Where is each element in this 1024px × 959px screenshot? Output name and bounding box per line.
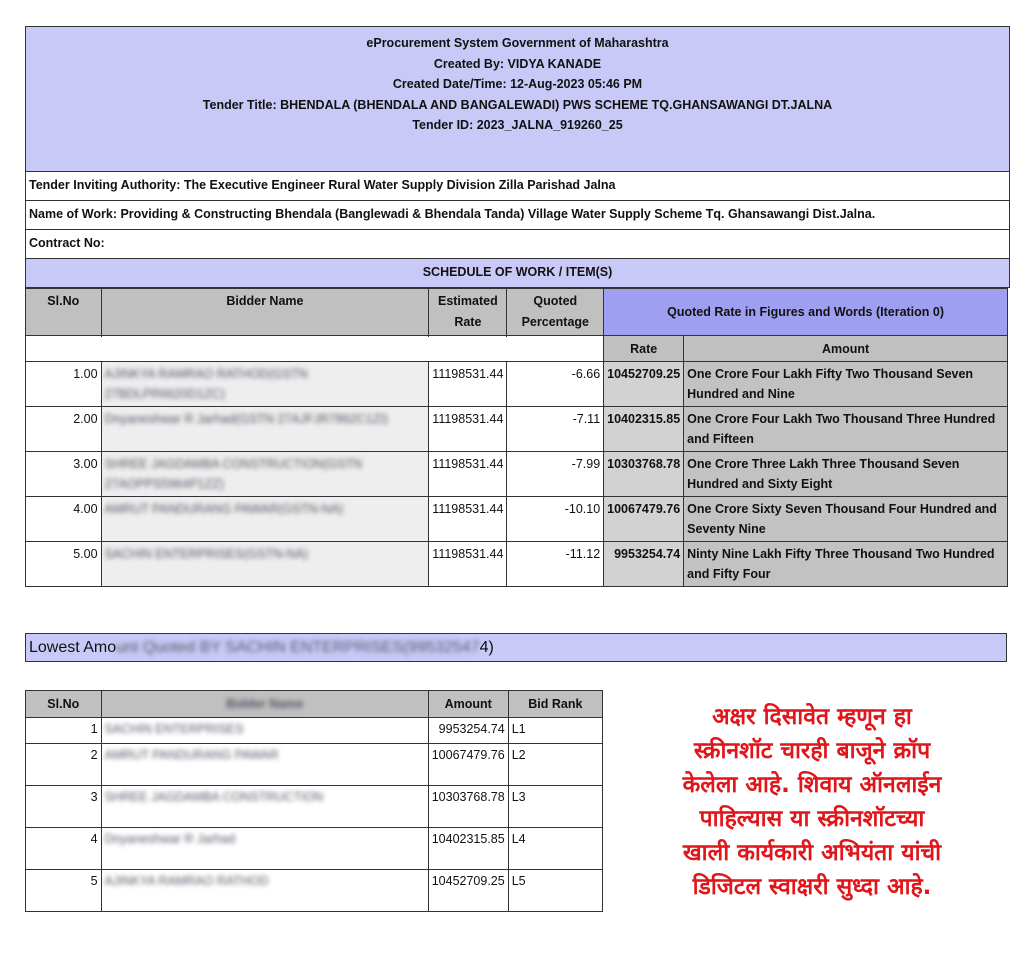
lowest-amount-bar bbox=[25, 633, 1007, 662]
rank-bidder-name-text: Dnyaneshwar R Jarhad bbox=[104, 832, 236, 846]
bid-sl-no: 1.00 bbox=[26, 362, 102, 407]
rank-row bbox=[26, 718, 603, 744]
bid-row bbox=[26, 407, 1008, 452]
col-rate: Rate bbox=[604, 336, 684, 362]
bid-bidder-name bbox=[101, 407, 429, 452]
bid-bidder-name-text: SHREE JAGDAMBA CONSTRUCTION(GSTN 27AOPPS5964P1ZZ) bbox=[104, 457, 363, 491]
bid-amount-words: One Crore Four Lakh Two Thousand Three Hundred and Fifteen bbox=[684, 407, 1008, 452]
bid-row bbox=[26, 497, 1008, 542]
rank-bid-rank: L2 bbox=[508, 744, 602, 786]
note-line: डिजिटल स्वाक्षरी सुध्दा आहे. bbox=[692, 874, 932, 900]
bid-amount-words: One Crore Four Lakh Fifty Two Thousand Seven Hundred and Nine bbox=[684, 362, 1008, 407]
bid-sl-no: 2.00 bbox=[26, 407, 102, 452]
col-amount: Amount bbox=[684, 336, 1008, 362]
bid-estimated-rate: 11198531.44 bbox=[429, 542, 507, 587]
rank-bidder-name-text: AMRUT PANDURANG PAWAR bbox=[104, 748, 279, 762]
contract-no: Contract No: bbox=[25, 230, 1010, 259]
rank-bidder-name-text: AJINKYA RAMRAO RATHOD bbox=[104, 874, 269, 888]
note-line: स्क्रीनशॉट चारही बाजूने क्रॉप bbox=[693, 738, 931, 764]
note-line: खाली कार्यकारी अभियंता यांची bbox=[682, 840, 942, 866]
rank-bid-rank: L5 bbox=[508, 870, 602, 912]
bid-row bbox=[26, 542, 1008, 587]
bid-sl-no: 5.00 bbox=[26, 542, 102, 587]
rank-col-amount: Amount bbox=[428, 691, 508, 718]
rank-bidder-name bbox=[101, 744, 428, 786]
rank-bidder-name-text: SACHIN ENTERPRISES bbox=[104, 722, 244, 736]
name-of-work: Name of Work: Providing & Constructing Bhendala (Banglewadi & Bhendala Tanda) Village Water Supply Scheme Tq. Ghansawangi Dist.Jalna. bbox=[25, 201, 1010, 230]
bid-sl-no: 4.00 bbox=[26, 497, 102, 542]
bid-quoted-percentage: -11.12 bbox=[507, 542, 604, 587]
rank-bidder-name bbox=[101, 786, 428, 828]
col-quoted-rate-title: Quoted Rate in Figures and Words (Iteration 0) bbox=[604, 289, 1008, 336]
bid-bidder-name bbox=[101, 497, 429, 542]
rank-row bbox=[26, 828, 603, 870]
system-title: eProcurement System Government of Maharashtra bbox=[366, 36, 669, 50]
bid-rate: 10067479.76 bbox=[604, 497, 684, 542]
bid-estimated-rate: 11198531.44 bbox=[429, 452, 507, 497]
rank-bidder-name-text: SHREE JAGDAMBA CONSTRUCTION bbox=[104, 790, 324, 804]
header-spacer bbox=[26, 336, 604, 362]
bid-rate: 9953254.74 bbox=[604, 542, 684, 587]
rank-sl-no: 2 bbox=[26, 744, 102, 786]
created-datetime: Created Date/Time: 12-Aug-2023 05:46 PM bbox=[392, 77, 643, 91]
rank-bid-rank: L3 bbox=[508, 786, 602, 828]
bid-row bbox=[26, 452, 1008, 497]
rank-col-bidder-label: Bidder Name bbox=[226, 697, 304, 711]
rank-bidder-name bbox=[101, 828, 428, 870]
bid-amount-words: One Crore Three Lakh Three Thousand Seven Hundred and Sixty Eight bbox=[684, 452, 1008, 497]
rank-amount: 10402315.85 bbox=[428, 828, 508, 870]
rank-amount: 10303768.78 bbox=[428, 786, 508, 828]
bid-rate: 10303768.78 bbox=[604, 452, 684, 497]
col-quoted-percentage: Quoted Percentage bbox=[507, 289, 604, 336]
schedule-title: SCHEDULE OF WORK / ITEM(S) bbox=[25, 259, 1010, 288]
bid-quoted-percentage: -10.10 bbox=[507, 497, 604, 542]
col-sl-no: Sl.No bbox=[26, 289, 102, 336]
lowest-suffix: 4) bbox=[479, 639, 494, 656]
bid-estimated-rate: 11198531.44 bbox=[429, 362, 507, 407]
bid-amount-words: Ninty Nine Lakh Fifty Three Thousand Two Hundred and Fifty Four bbox=[684, 542, 1008, 587]
rank-row bbox=[26, 786, 603, 828]
lowest-redacted: unt Quoted BY SACHIN ENTERPRISES(99532547 bbox=[116, 639, 480, 656]
rank-col-bid-rank: Bid Rank bbox=[508, 691, 602, 718]
tender-authority: Tender Inviting Authority: The Executive Engineer Rural Water Supply Division Zilla Parishad Jalna bbox=[25, 172, 1010, 201]
tender-id: Tender ID: 2023_JALNA_919260_25 bbox=[412, 118, 623, 132]
note-line: केलेला आहे. शिवाय ऑनलाईन bbox=[682, 772, 942, 798]
tender-title: Tender Title: BHENDALA (BHENDALA AND BANGALEWADI) PWS SCHEME TQ.GHANSAWANGI DT.JALNA bbox=[202, 97, 833, 112]
rank-row bbox=[26, 744, 603, 786]
bid-quoted-percentage: -7.11 bbox=[507, 407, 604, 452]
bid-sl-no: 3.00 bbox=[26, 452, 102, 497]
bid-bidder-name bbox=[101, 362, 429, 407]
bid-rate: 10402315.85 bbox=[604, 407, 684, 452]
rank-amount: 10452709.25 bbox=[428, 870, 508, 912]
marathi-note bbox=[632, 700, 992, 904]
rank-bidder-name bbox=[101, 718, 428, 744]
rank-table bbox=[25, 690, 603, 912]
rank-bidder-name bbox=[101, 870, 428, 912]
bid-quoted-percentage: -6.66 bbox=[507, 362, 604, 407]
rank-sl-no: 5 bbox=[26, 870, 102, 912]
rank-sl-no: 3 bbox=[26, 786, 102, 828]
bid-estimated-rate: 11198531.44 bbox=[429, 407, 507, 452]
bid-bidder-name-text: SACHIN ENTERPRISES(GSTN-NA) bbox=[104, 547, 309, 561]
rank-sl-no: 4 bbox=[26, 828, 102, 870]
rank-bid-rank: L1 bbox=[508, 718, 602, 744]
bid-bidder-name-text: Dnyaneshwar R Jarhad(GSTN 27AJFJR7862C1ZI) bbox=[104, 412, 388, 426]
rank-amount: 9953254.74 bbox=[428, 718, 508, 744]
created-by: Created By: VIDYA KANADE bbox=[433, 56, 602, 71]
report-header bbox=[25, 26, 1010, 172]
bid-amount-words: One Crore Sixty Seven Thousand Four Hundred and Seventy Nine bbox=[684, 497, 1008, 542]
rank-amount: 10067479.76 bbox=[428, 744, 508, 786]
bid-bidder-name bbox=[101, 452, 429, 497]
rank-sl-no: 1 bbox=[26, 718, 102, 744]
note-line: पाहिल्यास या स्क्रीनशॉटच्या bbox=[699, 806, 925, 832]
col-bidder-name: Bidder Name bbox=[101, 289, 429, 336]
bid-bidder-name-text: AMRUT PANDURANG PAWAR(GSTN-NA) bbox=[104, 502, 344, 516]
bid-bidder-name-text: AJINKYA RAMRAO RATHOD(GSTN 27BDLPR6620D1ZC) bbox=[104, 367, 308, 401]
rank-bid-rank: L4 bbox=[508, 828, 602, 870]
bid-row bbox=[26, 362, 1008, 407]
rank-col-bidder-name bbox=[101, 691, 428, 718]
bid-rate: 10452709.25 bbox=[604, 362, 684, 407]
bid-quoted-percentage: -7.99 bbox=[507, 452, 604, 497]
lowest-prefix: Lowest Amo bbox=[29, 639, 117, 656]
rank-row bbox=[26, 870, 603, 912]
bid-estimated-rate: 11198531.44 bbox=[429, 497, 507, 542]
rank-col-sl-no: Sl.No bbox=[26, 691, 102, 718]
bids-table bbox=[25, 288, 1008, 587]
col-estimated-rate: Estimated Rate bbox=[429, 289, 507, 336]
note-line: अक्षर दिसावेत म्हणून हा bbox=[712, 704, 912, 730]
bid-bidder-name bbox=[101, 542, 429, 587]
